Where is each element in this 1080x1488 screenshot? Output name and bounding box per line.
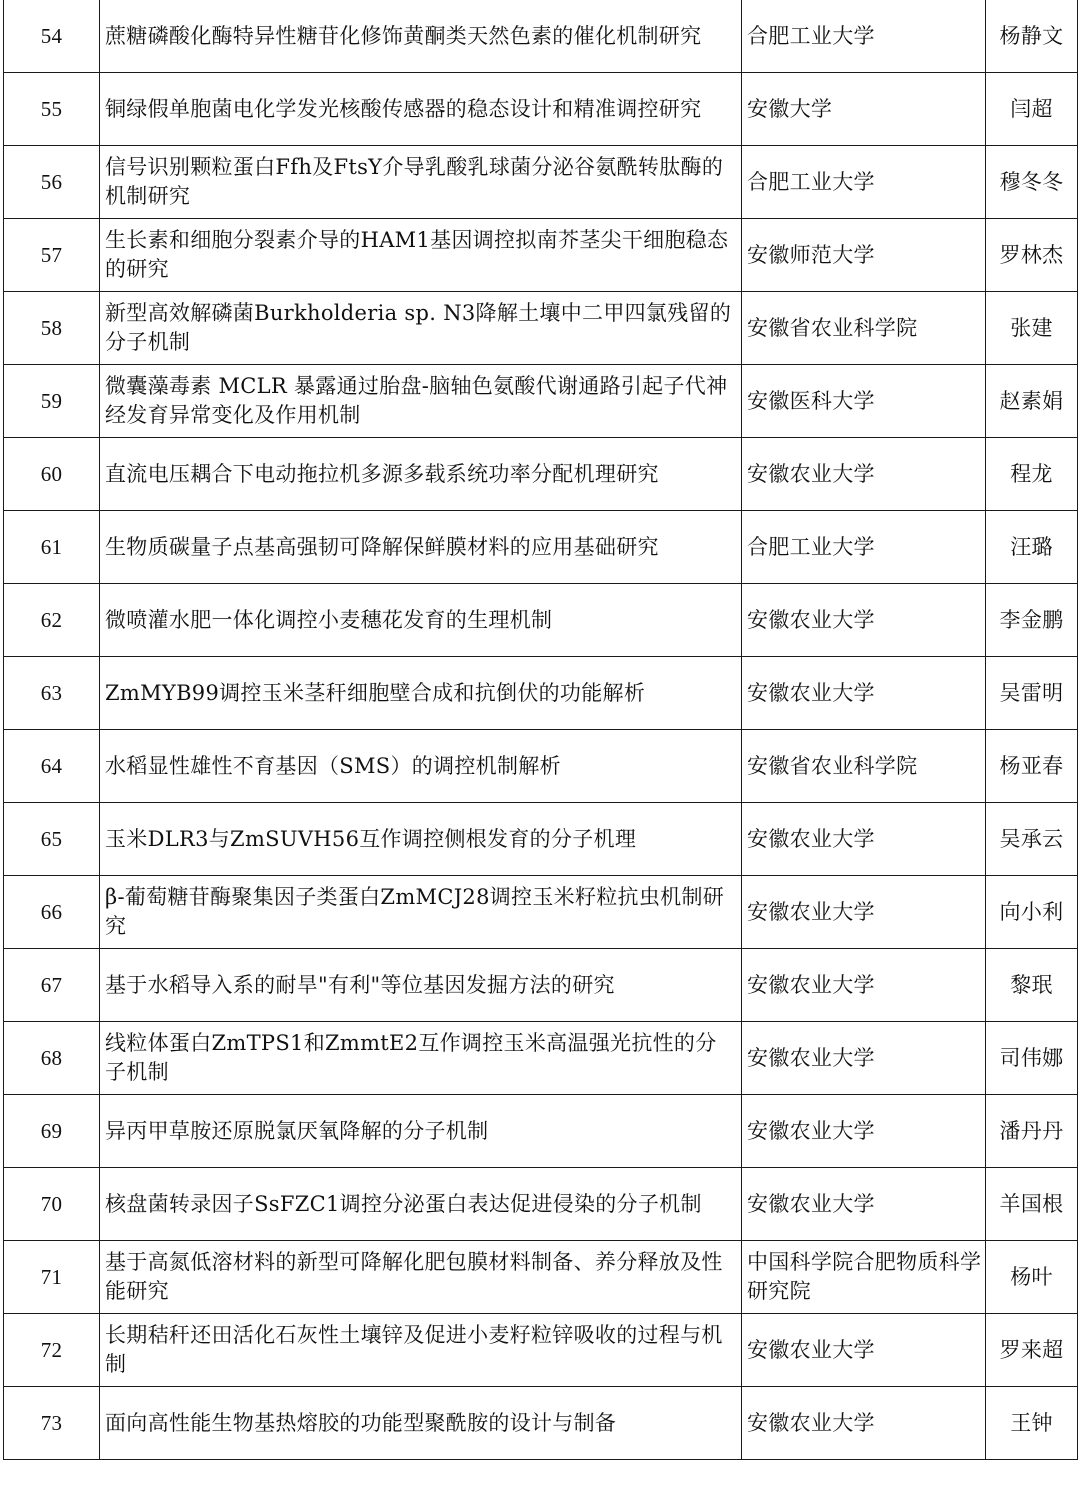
project-title-cell <box>100 438 742 511</box>
project-title-text: β-葡萄糖苷酶聚集因子类蛋白ZmMCJ28调控玉米籽粒抗虫机制研究 <box>105 885 725 938</box>
project-number-cell <box>4 1095 100 1168</box>
project-title-text: 生物质碳量子点基高强韧可降解保鲜膜材料的应用基础研究 <box>105 534 659 559</box>
institution-cell <box>742 949 986 1022</box>
leader-name-text: 杨静文 <box>999 23 1064 48</box>
project-number-text: 58 <box>40 315 63 340</box>
leader-name-cell <box>986 730 1078 803</box>
project-title-cell <box>100 876 742 949</box>
project-title-cell <box>100 219 742 292</box>
project-title-cell <box>100 73 742 146</box>
project-number-text: 70 <box>40 1191 63 1216</box>
table-row <box>4 1168 1078 1241</box>
project-number-text: 54 <box>40 23 63 48</box>
institution-cell <box>742 219 986 292</box>
table-row <box>4 146 1078 219</box>
institution-text: 合肥工业大学 <box>747 534 875 559</box>
project-title-text: 直流电压耦合下电动拖拉机多源多载系统功率分配机理研究 <box>105 461 659 486</box>
project-number-text: 69 <box>40 1118 63 1143</box>
project-title-text: 生长素和细胞分裂素介导的HAM1基因调控拟南芥茎尖干细胞稳态的研究 <box>105 228 729 281</box>
leader-name-cell <box>986 1387 1078 1460</box>
project-title-cell <box>100 1241 742 1314</box>
project-title-text: 蔗糖磷酸化酶特异性糖苷化修饰黄酮类天然色素的催化机制研究 <box>105 23 702 48</box>
project-number-cell <box>4 876 100 949</box>
project-number-cell <box>4 1022 100 1095</box>
project-title-cell <box>100 730 742 803</box>
leader-name-cell <box>986 1022 1078 1095</box>
institution-cell <box>742 365 986 438</box>
leader-name-cell <box>986 438 1078 511</box>
leader-name-text: 杨亚春 <box>999 753 1064 778</box>
project-title-text: 基于水稻导入系的耐旱"有利"等位基因发掘方法的研究 <box>105 972 615 997</box>
project-title-cell <box>100 1168 742 1241</box>
project-number-cell <box>4 1168 100 1241</box>
institution-text: 安徽省农业科学院 <box>747 315 918 340</box>
leader-name-cell <box>986 584 1078 657</box>
table-row <box>4 584 1078 657</box>
project-title-cell <box>100 0 742 73</box>
project-table-body <box>4 0 1078 1460</box>
institution-text: 安徽农业大学 <box>747 899 875 924</box>
leader-name-text: 闫超 <box>1010 96 1053 121</box>
institution-cell <box>742 0 986 73</box>
project-table <box>3 0 1078 1460</box>
leader-name-cell <box>986 1168 1078 1241</box>
leader-name-cell <box>986 1314 1078 1387</box>
leader-name-text: 赵素娟 <box>999 388 1064 413</box>
project-number-text: 65 <box>40 826 63 851</box>
project-number-cell <box>4 1314 100 1387</box>
project-title-text: 微喷灌水肥一体化调控小麦穗花发育的生理机制 <box>105 607 553 632</box>
project-number-text: 67 <box>40 972 63 997</box>
project-title-text: 基于高氮低溶材料的新型可降解化肥包膜材料制备、养分释放及性能研究 <box>105 1250 723 1303</box>
leader-name-cell <box>986 292 1078 365</box>
project-number-cell <box>4 730 100 803</box>
table-row <box>4 1022 1078 1095</box>
leader-name-cell <box>986 1241 1078 1314</box>
leader-name-cell <box>986 511 1078 584</box>
project-number-text: 61 <box>40 534 63 559</box>
leader-name-text: 程龙 <box>1010 461 1053 486</box>
institution-cell <box>742 730 986 803</box>
project-number-cell <box>4 146 100 219</box>
project-number-text: 56 <box>40 169 63 194</box>
project-number-text: 62 <box>40 607 63 632</box>
leader-name-text: 向小利 <box>999 899 1064 924</box>
leader-name-text: 吴承云 <box>999 826 1064 851</box>
project-title-text: 玉米DLR3与ZmSUVH56互作调控侧根发育的分子机理 <box>105 826 637 851</box>
project-number-text: 60 <box>40 461 63 486</box>
project-number-cell <box>4 1241 100 1314</box>
leader-name-cell <box>986 73 1078 146</box>
institution-cell <box>742 657 986 730</box>
table-row <box>4 730 1078 803</box>
institution-cell <box>742 1168 986 1241</box>
project-number-text: 68 <box>40 1045 63 1070</box>
institution-text: 安徽农业大学 <box>747 461 875 486</box>
project-title-cell <box>100 1387 742 1460</box>
institution-cell <box>742 511 986 584</box>
leader-name-text: 穆冬冬 <box>999 169 1064 194</box>
project-number-cell <box>4 365 100 438</box>
institution-cell <box>742 1022 986 1095</box>
project-number-cell <box>4 584 100 657</box>
institution-cell <box>742 292 986 365</box>
table-row <box>4 657 1078 730</box>
project-title-text: 核盘菌转录因子SsFZC1调控分泌蛋白表达促进侵染的分子机制 <box>105 1191 702 1216</box>
project-title-text: ZmMYB99调控玉米茎秆细胞壁合成和抗倒伏的功能解析 <box>105 680 646 705</box>
institution-cell <box>742 1241 986 1314</box>
table-row <box>4 1241 1078 1314</box>
table-row <box>4 1314 1078 1387</box>
table-row <box>4 511 1078 584</box>
institution-text: 合肥工业大学 <box>747 23 875 48</box>
project-number-cell <box>4 511 100 584</box>
leader-name-text: 吴雷明 <box>999 680 1064 705</box>
leader-name-text: 汪璐 <box>1010 534 1053 559</box>
project-number-text: 64 <box>40 753 63 778</box>
project-number-text: 66 <box>40 899 63 924</box>
institution-cell <box>742 438 986 511</box>
institution-cell <box>742 73 986 146</box>
project-title-cell <box>100 949 742 1022</box>
project-title-cell <box>100 1022 742 1095</box>
project-title-cell <box>100 146 742 219</box>
leader-name-cell <box>986 219 1078 292</box>
leader-name-cell <box>986 657 1078 730</box>
project-title-text: 异丙甲草胺还原脱氯厌氧降解的分子机制 <box>105 1118 489 1143</box>
project-number-cell <box>4 803 100 876</box>
project-title-cell <box>100 657 742 730</box>
project-title-text: 信号识别颗粒蛋白Ffh及FtsY介导乳酸乳球菌分泌谷氨酰转肽酶的机制研究 <box>105 155 724 208</box>
project-title-text: 长期秸秆还田活化石灰性土壤锌及促进小麦籽粒锌吸收的过程与机制 <box>105 1323 723 1376</box>
institution-text: 安徽农业大学 <box>747 972 875 997</box>
institution-text: 安徽农业大学 <box>747 1410 875 1435</box>
leader-name-cell <box>986 803 1078 876</box>
project-title-text: 水稻显性雄性不育基因（SMS）的调控机制解析 <box>105 753 561 778</box>
project-number-text: 55 <box>40 96 63 121</box>
table-row <box>4 365 1078 438</box>
project-number-cell <box>4 292 100 365</box>
project-title-cell <box>100 292 742 365</box>
project-title-text: 新型高效解磷菌Burkholderia sp. N3降解土壤中二甲四氯残留的分子机制 <box>105 301 732 354</box>
project-title-text: 面向高性能生物基热熔胶的功能型聚酰胺的设计与制备 <box>105 1410 617 1435</box>
leader-name-text: 张建 <box>1010 315 1053 340</box>
institution-text: 中国科学院合肥物质科学研究院 <box>747 1250 982 1303</box>
table-row <box>4 292 1078 365</box>
leader-name-text: 黎珉 <box>1010 972 1053 997</box>
project-title-cell <box>100 1314 742 1387</box>
document-page <box>3 0 1077 1488</box>
project-number-cell <box>4 73 100 146</box>
leader-name-text: 杨叶 <box>1010 1264 1053 1289</box>
institution-text: 安徽大学 <box>747 96 833 121</box>
leader-name-cell <box>986 146 1078 219</box>
institution-cell <box>742 1387 986 1460</box>
project-number-cell <box>4 949 100 1022</box>
institution-cell <box>742 1095 986 1168</box>
leader-name-cell <box>986 0 1078 73</box>
project-title-cell <box>100 365 742 438</box>
project-number-text: 72 <box>40 1337 63 1362</box>
institution-text: 安徽农业大学 <box>747 1118 875 1143</box>
project-title-cell <box>100 803 742 876</box>
table-row <box>4 1387 1078 1460</box>
table-row <box>4 73 1078 146</box>
table-row <box>4 438 1078 511</box>
project-number-text: 73 <box>40 1410 63 1435</box>
institution-text: 安徽师范大学 <box>747 242 875 267</box>
leader-name-text: 李金鹏 <box>999 607 1064 632</box>
institution-text: 安徽省农业科学院 <box>747 753 918 778</box>
leader-name-cell <box>986 876 1078 949</box>
project-title-cell <box>100 584 742 657</box>
leader-name-text: 羊国根 <box>999 1191 1064 1216</box>
project-number-text: 63 <box>40 680 63 705</box>
project-number-cell <box>4 219 100 292</box>
leader-name-text: 罗来超 <box>999 1337 1064 1362</box>
table-row <box>4 0 1078 73</box>
institution-text: 安徽农业大学 <box>747 826 875 851</box>
leader-name-cell <box>986 949 1078 1022</box>
institution-cell <box>742 876 986 949</box>
institution-text: 安徽农业大学 <box>747 1045 875 1070</box>
project-number-cell <box>4 657 100 730</box>
table-row <box>4 219 1078 292</box>
institution-text: 安徽农业大学 <box>747 680 875 705</box>
project-number-text: 57 <box>40 242 63 267</box>
institution-cell <box>742 146 986 219</box>
project-number-cell <box>4 438 100 511</box>
institution-text: 安徽农业大学 <box>747 1191 875 1216</box>
leader-name-text: 潘丹丹 <box>999 1118 1064 1143</box>
table-row <box>4 1095 1078 1168</box>
institution-text: 安徽农业大学 <box>747 607 875 632</box>
project-number-cell <box>4 0 100 73</box>
leader-name-text: 司伟娜 <box>999 1045 1064 1070</box>
institution-cell <box>742 1314 986 1387</box>
project-title-text: 微囊藻毒素 MCLR 暴露通过胎盘-脑轴色氨酸代谢通路引起子代神经发育异常变化及作用机制 <box>105 374 728 427</box>
project-title-text: 铜绿假单胞菌电化学发光核酸传感器的稳态设计和精准调控研究 <box>105 96 702 121</box>
project-title-cell <box>100 1095 742 1168</box>
institution-text: 合肥工业大学 <box>747 169 875 194</box>
institution-cell <box>742 803 986 876</box>
leader-name-cell <box>986 1095 1078 1168</box>
leader-name-text: 王钟 <box>1010 1410 1053 1435</box>
leader-name-text: 罗林杰 <box>999 242 1064 267</box>
project-number-text: 71 <box>40 1264 63 1289</box>
institution-text: 安徽农业大学 <box>747 1337 875 1362</box>
table-row <box>4 949 1078 1022</box>
leader-name-cell <box>986 365 1078 438</box>
table-row <box>4 876 1078 949</box>
project-number-cell <box>4 1387 100 1460</box>
table-row <box>4 803 1078 876</box>
project-title-text: 线粒体蛋白ZmTPS1和ZmmtE2互作调控玉米高温强光抗性的分子机制 <box>105 1031 717 1084</box>
institution-cell <box>742 584 986 657</box>
project-title-cell <box>100 511 742 584</box>
institution-text: 安徽医科大学 <box>747 388 875 413</box>
project-number-text: 59 <box>40 388 63 413</box>
